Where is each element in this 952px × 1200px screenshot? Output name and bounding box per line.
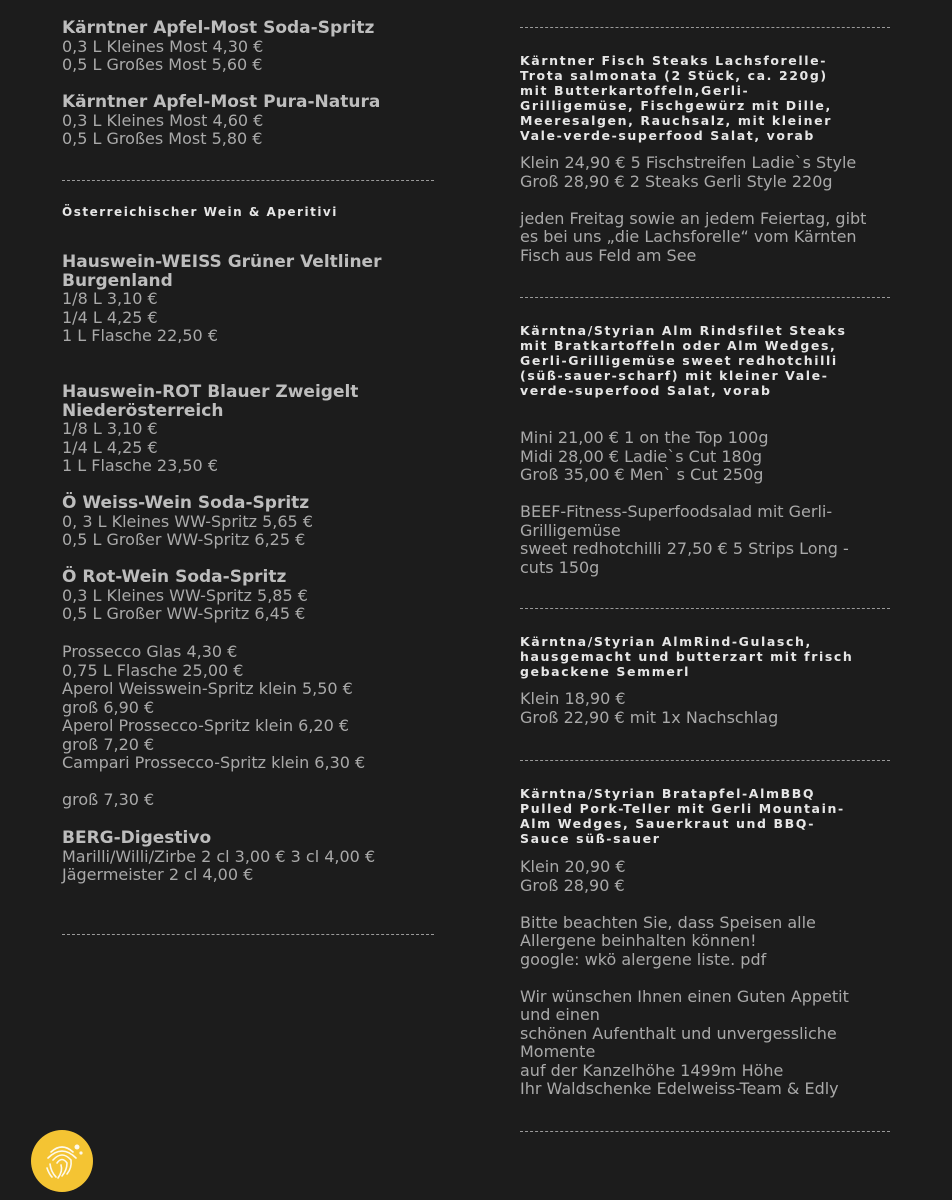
item-title: Sauce süß-sauer xyxy=(520,831,661,846)
item-title: Alm Wedges, Sauerkraut und BBQ- xyxy=(520,816,815,831)
price-line: 1 L Flasche 22,50 € xyxy=(62,326,218,345)
price-line: 0,5 L Großer WW-Spritz 6,25 € xyxy=(62,530,306,549)
item-title: Ö Weiss-Wein Soda-Spritz xyxy=(62,493,310,513)
price-line: Midi 28,00 € Ladie`s Cut 180g xyxy=(520,446,763,466)
price-line: 0, 3 L Kleines WW-Spritz 5,65 € xyxy=(62,511,313,531)
price-line: Groß 28,90 € 2 Steaks Gerli Style 220g xyxy=(520,171,833,191)
price-line: BEEF-Fitness-Superfoodsalad mit Gerli- xyxy=(520,502,833,521)
menu-item-apfel-most-soda xyxy=(62,19,442,75)
info-line: es bei uns „die Lachsforelle“ vom Kärnten xyxy=(520,227,857,246)
menu-item-pulled-pork xyxy=(520,786,900,1099)
price-line: 0,3 L Kleines Most 4,60 € xyxy=(62,110,264,130)
item-title: Kärntna/Styrian Alm Rindsfilet Steaks xyxy=(520,323,847,338)
price-line: 0,3 L Kleines Most 4,30 € xyxy=(62,36,264,56)
menu-item-weiss-spritz xyxy=(62,494,442,550)
divider xyxy=(520,297,890,298)
item-title: BERG-Digestivo xyxy=(62,828,212,848)
price-line: 1/4 L 4,25 € xyxy=(62,307,158,327)
item-title: mit Butterkartoffeln,Gerli- xyxy=(520,83,750,98)
price-line: Groß 35,00 € Men` s Cut 250g xyxy=(520,465,764,484)
price-line: Klein 20,90 € xyxy=(520,857,626,876)
section-heading-wine xyxy=(62,205,442,220)
item-title: Kärntna/Styrian Bratapfel-AlmBBQ xyxy=(520,786,816,801)
item-title: verde-superfood Salat, vorab xyxy=(520,383,772,398)
info-line: Momente xyxy=(520,1042,596,1061)
price-line: 1 L Flasche 23,50 € xyxy=(62,456,218,475)
item-title: Ö Rot-Wein Soda-Spritz xyxy=(62,567,287,587)
price-line: 0,5 L Großes Most 5,60 € xyxy=(62,55,263,74)
item-title: Hauswein-ROT Blauer Zweigelt xyxy=(62,382,359,402)
item-title: Kärntna/Styrian AlmRind-Gulasch, xyxy=(520,634,812,649)
price-line: 0,5 L Großer WW-Spritz 6,45 € xyxy=(62,604,306,623)
item-title: Trota salmonata (2 Stück, ca. 220g) xyxy=(520,68,828,83)
price-line: 0,3 L Kleines WW-Spritz 5,85 € xyxy=(62,585,308,605)
info-line: schönen Aufenthalt und unvergessliche xyxy=(520,1023,837,1043)
menu-item-digestivo xyxy=(62,829,442,885)
price-line: Klein 24,90 € 5 Fischstreifen Ladie`s Style xyxy=(520,153,857,172)
info-line: Bitte beachten Sie, dass Speisen alle xyxy=(520,912,816,932)
price-line: Grilligemüse xyxy=(520,520,621,540)
item-title: Grilligemüse, Fischgewürz mit Dille, xyxy=(520,98,832,113)
item-title: Kärntner Apfel-Most Pura-Natura xyxy=(62,92,381,112)
price-line: Klein 18,90 € xyxy=(520,689,626,708)
item-title: hausgemacht und butterzart mit frisch xyxy=(520,649,854,664)
item-title: Gerli-Grilligemüse sweet redhotchilli xyxy=(520,353,838,368)
item-title: Burgenland xyxy=(62,270,173,291)
info-line: Fisch aus Feld am See xyxy=(520,245,697,265)
price-line: groß 7,20 € xyxy=(62,734,155,754)
info-line: jeden Freitag sowie an jedem Feiertag, gibt xyxy=(520,208,867,228)
price-line: 1/4 L 4,25 € xyxy=(62,437,158,457)
item-title: Hauswein-WEISS Grüner Veltliner xyxy=(62,252,382,272)
price-line: 0,75 L Flasche 25,00 € xyxy=(62,660,244,680)
item-title: Niederösterreich xyxy=(62,400,224,421)
price-line: Aperol Prossecco-Spritz klein 6,20 € xyxy=(62,716,350,735)
menu-item-aperitivi xyxy=(62,643,442,810)
item-title: mit Bratkartoffeln oder Alm Wedges, xyxy=(520,338,837,353)
price-line: Mini 21,00 € 1 on the Top 100g xyxy=(520,428,769,447)
section-title: Österreichischer Wein & Aperitivi xyxy=(62,205,338,219)
divider xyxy=(520,760,890,761)
info-line: auf der Kanzelhöhe 1499m Höhe xyxy=(520,1060,784,1080)
price-line: Jägermeister 2 cl 4,00 € xyxy=(62,865,254,884)
price-line: sweet redhotchilli 27,50 € 5 Strips Long - xyxy=(520,539,849,558)
price-line: Groß 22,90 € mit 1x Nachschlag xyxy=(520,707,779,727)
menu-item-hauswein-weiss xyxy=(62,253,442,346)
divider xyxy=(520,27,890,28)
info-line: Wir wünschen Ihnen einen Guten Appetit xyxy=(520,986,849,1006)
menu-item-apfel-most-natura xyxy=(62,93,442,149)
price-line: 0,5 L Großes Most 5,80 € xyxy=(62,129,263,148)
item-title: Kärntner Apfel-Most Soda-Spritz xyxy=(62,18,375,38)
item-title: Pulled Pork-Teller mit Gerli Mountain- xyxy=(520,801,845,816)
price-line: Aperol Weisswein-Spritz klein 5,50 € xyxy=(62,679,353,698)
fingerprint-icon xyxy=(31,1130,93,1192)
price-line: groß 7,30 € xyxy=(62,790,155,809)
info-line: google: wkö alergene liste. pdf xyxy=(520,949,767,969)
item-title: (süß-sauer-scharf) mit kleiner Vale- xyxy=(520,368,829,383)
item-title: gebackene Semmerl xyxy=(520,664,691,679)
price-line: 1/8 L 3,10 € xyxy=(62,289,158,308)
info-line: Ihr Waldschenke Edelweiss-Team & Edly xyxy=(520,1079,839,1098)
price-line: cuts 150g xyxy=(520,557,600,577)
item-title: Kärntner Fisch Steaks Lachsforelle- xyxy=(520,53,828,68)
price-line: Campari Prossecco-Spritz klein 6,30 € xyxy=(62,753,366,772)
info-line: Allergene beinhalten können! xyxy=(520,931,757,950)
item-title: Meeresalgen, Rauchsalz, mit kleiner xyxy=(520,113,832,128)
price-line: groß 6,90 € xyxy=(62,697,155,717)
divider xyxy=(520,608,890,609)
divider xyxy=(62,934,434,935)
price-line: 1/8 L 3,10 € xyxy=(62,419,158,438)
info-line: und einen xyxy=(520,1005,600,1024)
price-line: Groß 28,90 € xyxy=(520,875,625,895)
menu-item-rot-spritz xyxy=(62,568,442,624)
item-title: Vale-verde-superfood Salat, vorab xyxy=(520,128,815,143)
price-line: Marilli/Willi/Zirbe 2 cl 3,00 € 3 cl 4,00 € xyxy=(62,846,376,866)
divider xyxy=(62,180,434,181)
menu-item-hauswein-rot xyxy=(62,383,442,476)
menu-item-fisch-steaks xyxy=(520,53,900,265)
menu-item-gulasch xyxy=(520,634,900,727)
fingerprint-logo-icon[interactable] xyxy=(31,1130,93,1192)
price-line: Prossecco Glas 4,30 € xyxy=(62,642,238,661)
divider xyxy=(520,1131,890,1132)
menu-item-rindsfilet xyxy=(520,323,900,577)
